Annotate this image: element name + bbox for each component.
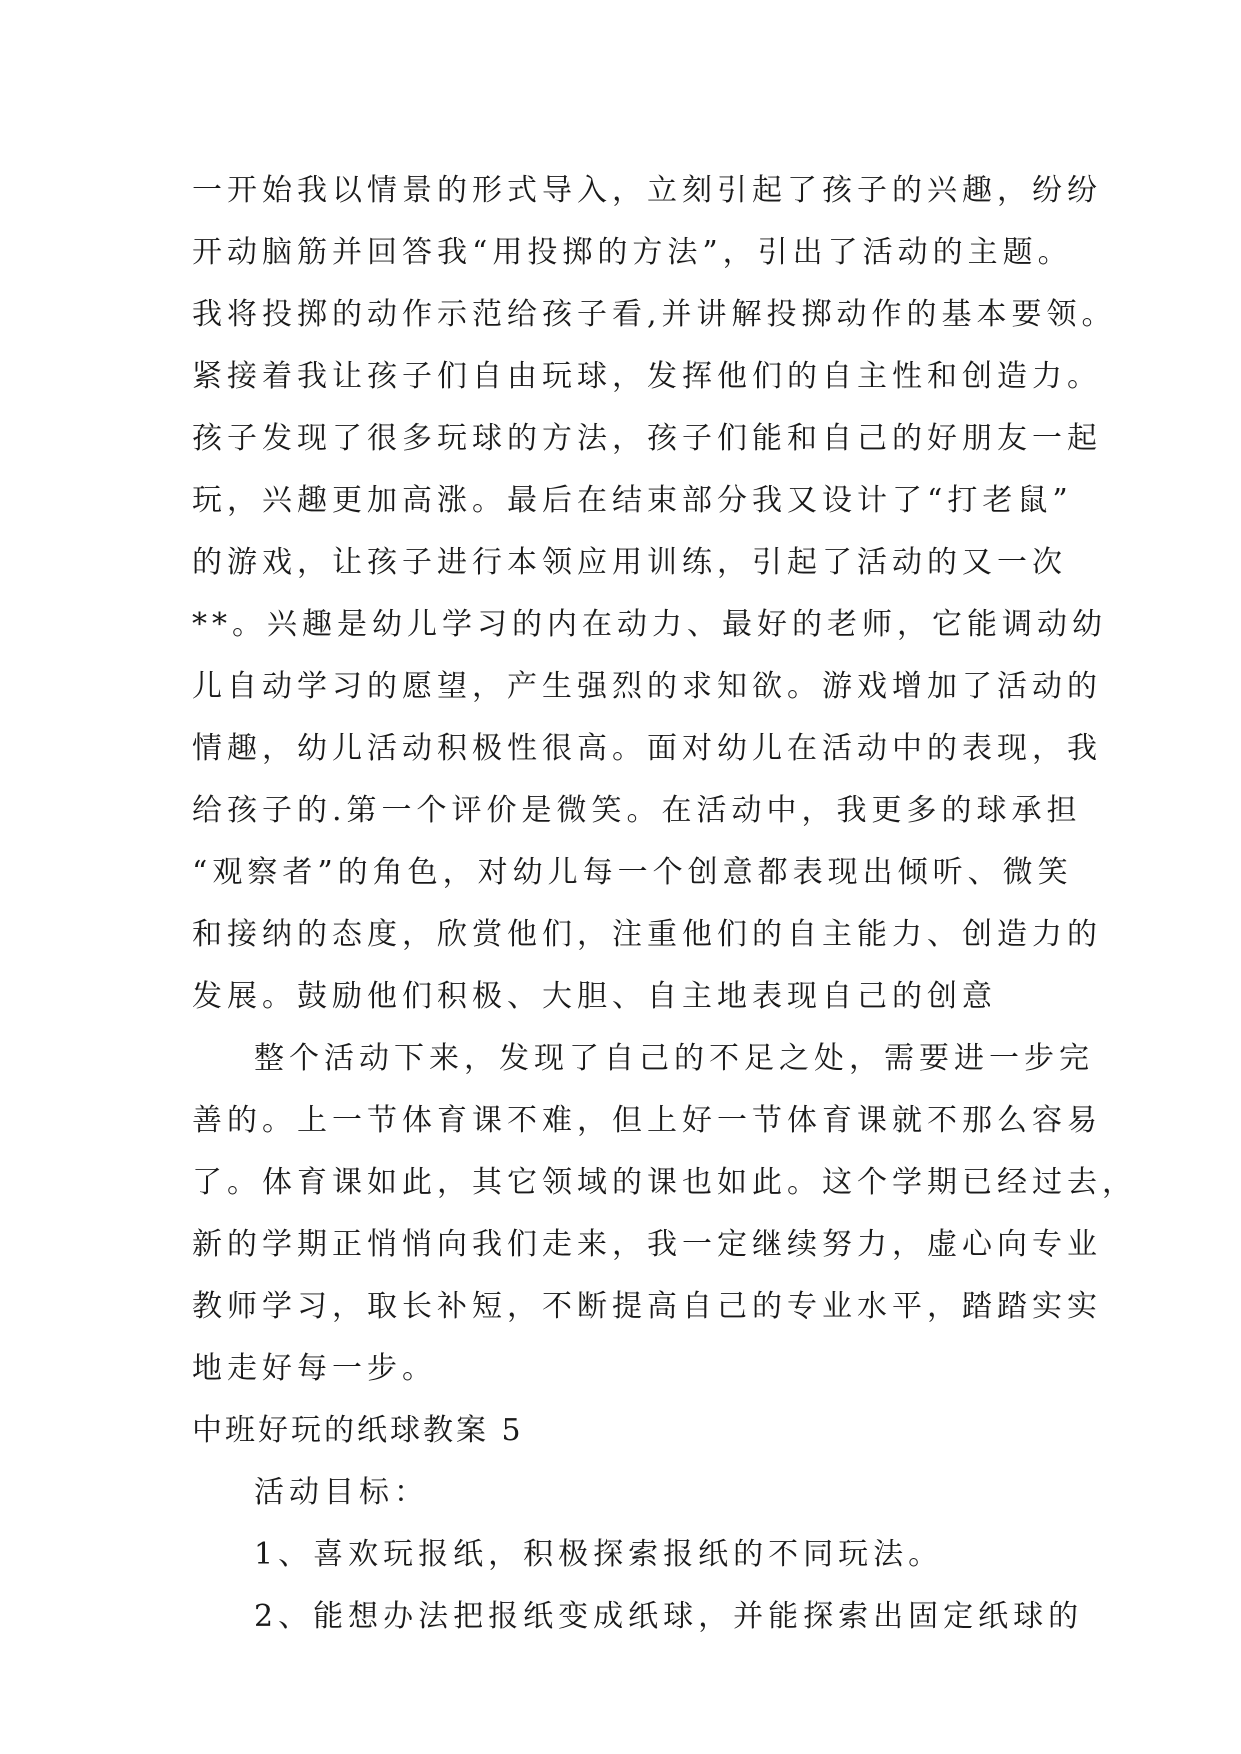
text-line: 儿自动学习的愿望，产生强烈的求知欲。游戏增加了活动的 <box>192 669 1102 704</box>
reflection-paragraph <box>192 160 1117 1028</box>
text-line: 了。体育课如此，其它领域的课也如此。这个学期已经过去， <box>192 1165 1137 1200</box>
text-line: 孩子发现了很多玩球的方法，孩子们能和自己的好朋友一起 <box>192 421 1102 456</box>
text-line: 教师学习，取长补短，不断提高自己的专业水平，踏踏实实 <box>192 1289 1102 1324</box>
text-line: 善的。上一节体育课不难，但上好一节体育课就不那么容易 <box>192 1103 1102 1138</box>
text-line: “观察者”的角色，对幼儿每一个创意都表现出倾听、微笑 <box>192 855 1073 890</box>
goals-label: 活动目标： <box>254 1475 429 1510</box>
text-line: 玩，兴趣更加高涨。最后在结束部分我又设计了“打老鼠” <box>192 483 1073 518</box>
section-heading: 中班好玩的纸球教案 5 <box>192 1413 524 1448</box>
text-line: 开动脑筋并回答我“用投掷的方法”，引出了活动的主题。 <box>192 235 1073 270</box>
goal-item: 1、喜欢玩报纸，积极探索报纸的不同玩法。 <box>254 1537 944 1572</box>
document-body <box>192 160 1137 1648</box>
text-line: **。兴趣是幼儿学习的内在动力、最好的老师，它能调动幼 <box>192 607 1107 642</box>
text-line: 情趣，幼儿活动积极性很高。面对幼儿在活动中的表现，我 <box>192 731 1102 766</box>
text-line: 给孩子的.第一个评价是微笑。在活动中，我更多的球承担 <box>192 793 1082 828</box>
summary-paragraph <box>192 1028 1137 1400</box>
text-line: 发展。鼓励他们积极、大胆、自主地表现自己的创意 <box>192 979 997 1014</box>
text-line: 我将投掷的动作示范给孩子看,并讲解投掷动作的基本要领。 <box>192 297 1117 332</box>
text-line: 地走好每一步。 <box>192 1351 437 1386</box>
text-line: 紧接着我让孩子们自由玩球，发挥他们的自主性和创造力。 <box>192 359 1102 394</box>
text-line: 一开始我以情景的形式导入，立刻引起了孩子的兴趣，纷纷 <box>192 173 1102 208</box>
text-line: 的游戏，让孩子进行本领应用训练，引起了活动的又一次 <box>192 545 1067 580</box>
text-line: 和接纳的态度，欣赏他们，注重他们的自主能力、创造力的 <box>192 917 1102 952</box>
goal-item: 2、能想办法把报纸变成纸球，并能探索出固定纸球的 <box>254 1599 1084 1634</box>
text-line: 整个活动下来，发现了自己的不足之处，需要进一步完 <box>254 1041 1094 1076</box>
text-line: 新的学期正悄悄向我们走来，我一定继续努力，虚心向专业 <box>192 1227 1102 1262</box>
